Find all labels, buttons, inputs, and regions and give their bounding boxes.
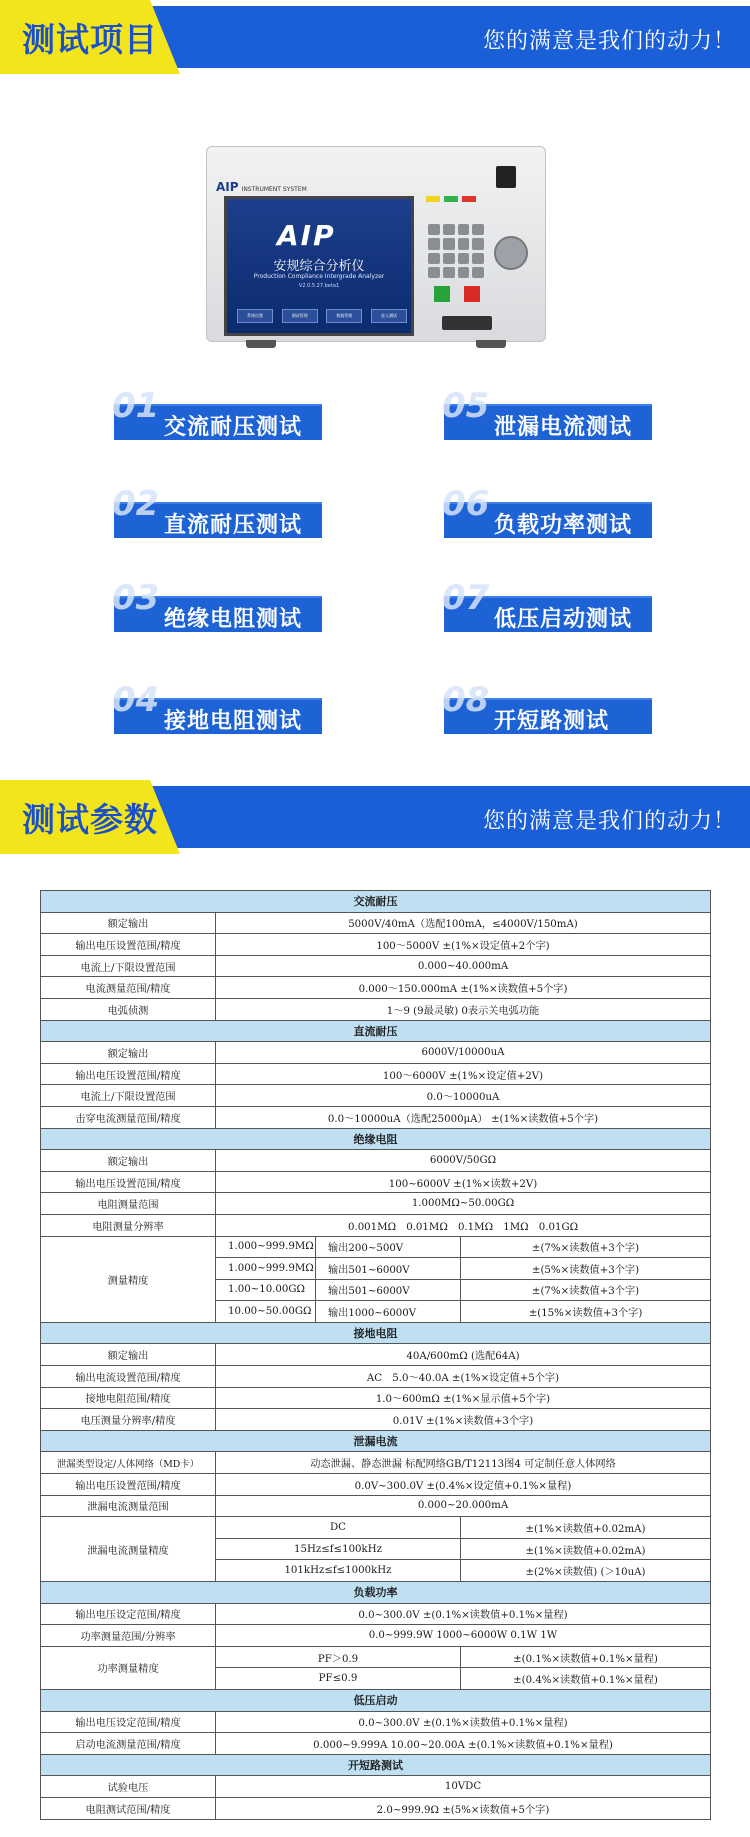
section-header-lc: 泄漏电流	[41, 1430, 711, 1452]
param-value: 0.0V~300.0V ±(0.4%×设定值+0.1%×量程)	[216, 1474, 711, 1496]
table-row	[41, 1366, 711, 1388]
section-header-gr: 接地电阻	[41, 1322, 711, 1344]
test-item-number: 04	[112, 680, 160, 720]
param-name: 电阻测量范围	[41, 1193, 216, 1215]
param-value: 40A/600mΩ (选配64A)	[216, 1344, 711, 1366]
param-name: 电阻测试范围/精度	[41, 1797, 216, 1819]
test-item-06	[442, 484, 652, 538]
section-header-ir: 绝缘电阻	[41, 1128, 711, 1150]
param-value: AC 5.0～40.0A ±(1%×设定值+5个字)	[216, 1366, 711, 1388]
accuracy-cell: ±(1%×读数值+0.02mA)	[461, 1517, 711, 1539]
screen-button: 测试管理	[282, 309, 318, 323]
test-item-label: 直流耐压测试	[164, 513, 303, 538]
param-value: 0.0～10000uA（选配25000μA） ±(1%×读数值+5个字)	[216, 1106, 711, 1128]
test-item-number: 05	[442, 386, 490, 426]
test-item-label: 开短路测试	[494, 709, 610, 734]
table-row	[41, 1236, 711, 1258]
param-value: 0.0~300.0V ±(0.1%×读数值+0.1%×量程)	[216, 1603, 711, 1625]
test-item-label: 负载功率测试	[494, 513, 633, 538]
screen-title: 安规综合分析仪	[273, 259, 365, 274]
screen-subtitle: Production Compliance Intergrade Analyzer	[253, 273, 385, 280]
screen-buttons	[237, 309, 407, 323]
table-row	[41, 1625, 711, 1647]
table-row	[41, 1495, 711, 1517]
table-row	[41, 1322, 711, 1344]
keypad-icon	[428, 224, 484, 278]
condition-cell: 101kHz≤f≤1000kHz	[216, 1560, 461, 1582]
section-banner-test-items	[0, 0, 750, 74]
table-row	[41, 1150, 711, 1172]
table-row	[41, 1344, 711, 1366]
param-value: 100～5000V ±(1%×设定值+2个字)	[216, 934, 711, 956]
table-row	[41, 1797, 711, 1819]
param-value: 2.0~999.9Ω ±(5%×读数值+5个字)	[216, 1797, 711, 1819]
param-name: 功率测量精度	[41, 1646, 216, 1689]
param-name: 电弧侦测	[41, 998, 216, 1020]
param-name: 接地电阻范围/精度	[41, 1387, 216, 1409]
device-brand: AIP INSTRUMENT SYSTEM	[216, 180, 307, 194]
table-row	[41, 1171, 711, 1193]
test-button-icon	[434, 286, 450, 302]
param-name: 电流上/下限设置范围	[41, 1085, 216, 1107]
table-row	[41, 1020, 711, 1042]
table-row	[41, 1689, 711, 1711]
table-row	[41, 1517, 711, 1539]
param-value: 0.0～10000uA	[216, 1085, 711, 1107]
screen-version: V2.0.5.27.beta1	[298, 283, 340, 289]
accuracy-cell: ±(1%×读数值+0.02mA)	[461, 1538, 711, 1560]
test-item-01	[112, 386, 322, 440]
table-row	[41, 1646, 711, 1668]
table-row	[41, 1776, 711, 1798]
test-item-label: 接地电阻测试	[164, 709, 303, 734]
range-cell: 10.00~50.00GΩ	[216, 1301, 316, 1323]
range-cell: 1.000~999.9MΩ	[216, 1236, 316, 1258]
test-item-03	[112, 578, 322, 632]
device-image	[206, 146, 546, 346]
table-row	[41, 934, 711, 956]
test-item-label: 绝缘电阻测试	[164, 607, 303, 632]
test-item-04	[112, 680, 322, 734]
section-header-lp: 负载功率	[41, 1582, 711, 1604]
section-header-os: 开短路测试	[41, 1754, 711, 1776]
indicator-lights	[426, 196, 476, 202]
param-value: 1～9 (9最灵敏) 0表示关电弧功能	[216, 998, 711, 1020]
table-row	[41, 1733, 711, 1755]
power-switch-icon	[496, 166, 516, 188]
param-value: 100～6000V ±(1%×设定值+2V)	[216, 1063, 711, 1085]
banner-title: 测试项目	[22, 20, 158, 59]
voltage-cell: 输出200~500V	[316, 1236, 461, 1258]
banner-slogan: 您的满意是我们的动力！	[482, 809, 736, 834]
table-row	[41, 1474, 711, 1496]
param-name: 启动电流测量范围/精度	[41, 1733, 216, 1755]
param-name: 电流测量范围/精度	[41, 977, 216, 999]
table-row	[41, 1409, 711, 1431]
section-banner-test-params	[0, 780, 750, 854]
table-row	[41, 1754, 711, 1776]
reset-button-icon	[464, 286, 480, 302]
spec-table	[40, 890, 711, 1820]
section-header-ac: 交流耐压	[41, 891, 711, 913]
table-row	[41, 977, 711, 999]
test-item-number: 08	[442, 680, 490, 720]
test-item-number: 03	[112, 578, 160, 618]
voltage-cell: 输出501~6000V	[316, 1258, 461, 1280]
table-row	[41, 1106, 711, 1128]
param-value: 1.000MΩ~50.00GΩ	[216, 1193, 711, 1215]
table-row	[41, 1452, 711, 1474]
table-row	[41, 1711, 711, 1733]
param-name: 试验电压	[41, 1776, 216, 1798]
param-name: 泄漏电流测量范围	[41, 1495, 216, 1517]
param-value: 0.000~9.999A 10.00~20.00A ±(0.1%×读数值+0.1%×量程)	[216, 1733, 711, 1755]
param-value: 动态泄漏、静态泄漏 标配网络GB/T12113图4 可定制任意人体网络	[216, 1452, 711, 1474]
accuracy-cell: ±(2%×读数值) (＞10uA)	[461, 1560, 711, 1582]
test-item-label: 低压启动测试	[494, 607, 633, 632]
param-name: 击穿电流测量范围/精度	[41, 1106, 216, 1128]
param-name: 输出电压设置范围/精度	[41, 934, 216, 956]
device-foot	[476, 340, 506, 348]
param-value: 0.000~40.000mA	[216, 955, 711, 977]
param-name: 额定输出	[41, 1150, 216, 1172]
param-name: 输出电压设置范围/精度	[41, 1171, 216, 1193]
test-item-08	[442, 680, 652, 734]
condition-cell: 15Hz≤f≤100kHz	[216, 1538, 461, 1560]
param-name: 测量精度	[41, 1236, 216, 1322]
screen-button: 系统设置	[237, 309, 273, 323]
test-item-number: 06	[442, 484, 490, 524]
accuracy-cell: ±(0.1%×读数值+0.1%×量程)	[461, 1646, 711, 1668]
test-item-label: 交流耐压测试	[164, 415, 303, 440]
param-name: 额定输出	[41, 912, 216, 934]
param-value: 0.0~300.0V ±(0.1%×读数值+0.1%×量程)	[216, 1711, 711, 1733]
table-row	[41, 1085, 711, 1107]
accuracy-cell: ±(7%×读数值+3个字)	[461, 1279, 711, 1301]
condition-cell: PF＞0.9	[216, 1646, 461, 1668]
param-value: 5000V/40mA（选配100mA，≤4000V/150mA)	[216, 912, 711, 934]
test-item-02	[112, 484, 322, 538]
param-value: 10VDC	[216, 1776, 711, 1798]
test-item-number: 01	[112, 386, 160, 426]
usb-port-icon	[442, 316, 492, 330]
range-cell: 1.00~10.00GΩ	[216, 1279, 316, 1301]
device-foot	[246, 340, 276, 348]
accuracy-cell: ±(0.4%×读数值+0.1%×量程)	[461, 1668, 711, 1690]
param-name: 输出电压设置范围/精度	[41, 1063, 216, 1085]
param-value: 0.01V ±(1%×读数值+3个字)	[216, 1409, 711, 1431]
condition-cell: DC	[216, 1517, 461, 1539]
select-dial-icon	[494, 236, 528, 270]
param-name: 输出电压设置范围/精度	[41, 1474, 216, 1496]
voltage-cell: 输出501~6000V	[316, 1279, 461, 1301]
param-value: 0.0~999.9W 1000~6000W 0.1W 1W	[216, 1625, 711, 1647]
table-row	[41, 1603, 711, 1625]
test-item-number: 07	[442, 578, 490, 618]
accuracy-cell: ±(5%×读数值+3个字)	[461, 1258, 711, 1280]
screen-button: 数据管理	[326, 309, 362, 323]
param-value: 0.001MΩ 0.01MΩ 0.1MΩ 1MΩ 0.01GΩ	[216, 1214, 711, 1236]
table-row	[41, 1430, 711, 1452]
accuracy-cell: ±(15%×读数值+3个字)	[461, 1301, 711, 1323]
table-row	[41, 1063, 711, 1085]
accuracy-cell: ±(7%×读数值+3个字)	[461, 1236, 711, 1258]
param-value: 6000V/10000uA	[216, 1042, 711, 1064]
device-screen	[224, 196, 414, 336]
param-value: 1.0～600mΩ ±(1%×显示值+5个字)	[216, 1387, 711, 1409]
table-row	[41, 1214, 711, 1236]
param-name: 电阻测量分辨率	[41, 1214, 216, 1236]
table-row	[41, 1582, 711, 1604]
test-item-07	[442, 578, 652, 632]
table-row	[41, 891, 711, 913]
table-row	[41, 912, 711, 934]
section-header-lv: 低压启动	[41, 1689, 711, 1711]
range-cell: 1.000~999.9MΩ	[216, 1258, 316, 1280]
param-name: 额定输出	[41, 1344, 216, 1366]
table-row	[41, 955, 711, 977]
screen-logo: AIP	[277, 219, 336, 252]
banner-slogan: 您的满意是我们的动力！	[482, 29, 736, 54]
table-row	[41, 1042, 711, 1064]
test-item-05	[442, 386, 652, 440]
param-value: 0.000~20.000mA	[216, 1495, 711, 1517]
screen-button: 进入测试	[371, 309, 407, 323]
test-item-label: 泄漏电流测试	[494, 415, 633, 440]
param-name: 输出电压设定范围/精度	[41, 1603, 216, 1625]
param-name: 功率测量范围/分辨率	[41, 1625, 216, 1647]
condition-cell: PF≤0.9	[216, 1668, 461, 1690]
table-row	[41, 1193, 711, 1215]
test-item-number: 02	[112, 484, 160, 524]
banner-title: 测试参数	[22, 800, 158, 839]
param-name: 输出电压设定范围/精度	[41, 1711, 216, 1733]
param-name: 泄漏电流测量精度	[41, 1517, 216, 1582]
section-header-dc: 直流耐压	[41, 1020, 711, 1042]
param-name: 额定输出	[41, 1042, 216, 1064]
param-name: 电压测量分辨率/精度	[41, 1409, 216, 1431]
param-value: 0.000～150.000mA ±(1%×读数值+5个字)	[216, 977, 711, 999]
table-row	[41, 998, 711, 1020]
param-name: 输出电流设置范围/精度	[41, 1366, 216, 1388]
voltage-cell: 输出1000~6000V	[316, 1301, 461, 1323]
param-name: 泄漏类型设定/人体网络（MD卡）	[41, 1452, 216, 1474]
param-value: 6000V/50GΩ	[216, 1150, 711, 1172]
table-row	[41, 1128, 711, 1150]
table-row	[41, 1387, 711, 1409]
param-name: 电流上/下限设置范围	[41, 955, 216, 977]
param-value: 100~6000V ±(1%×读数+2V)	[216, 1171, 711, 1193]
